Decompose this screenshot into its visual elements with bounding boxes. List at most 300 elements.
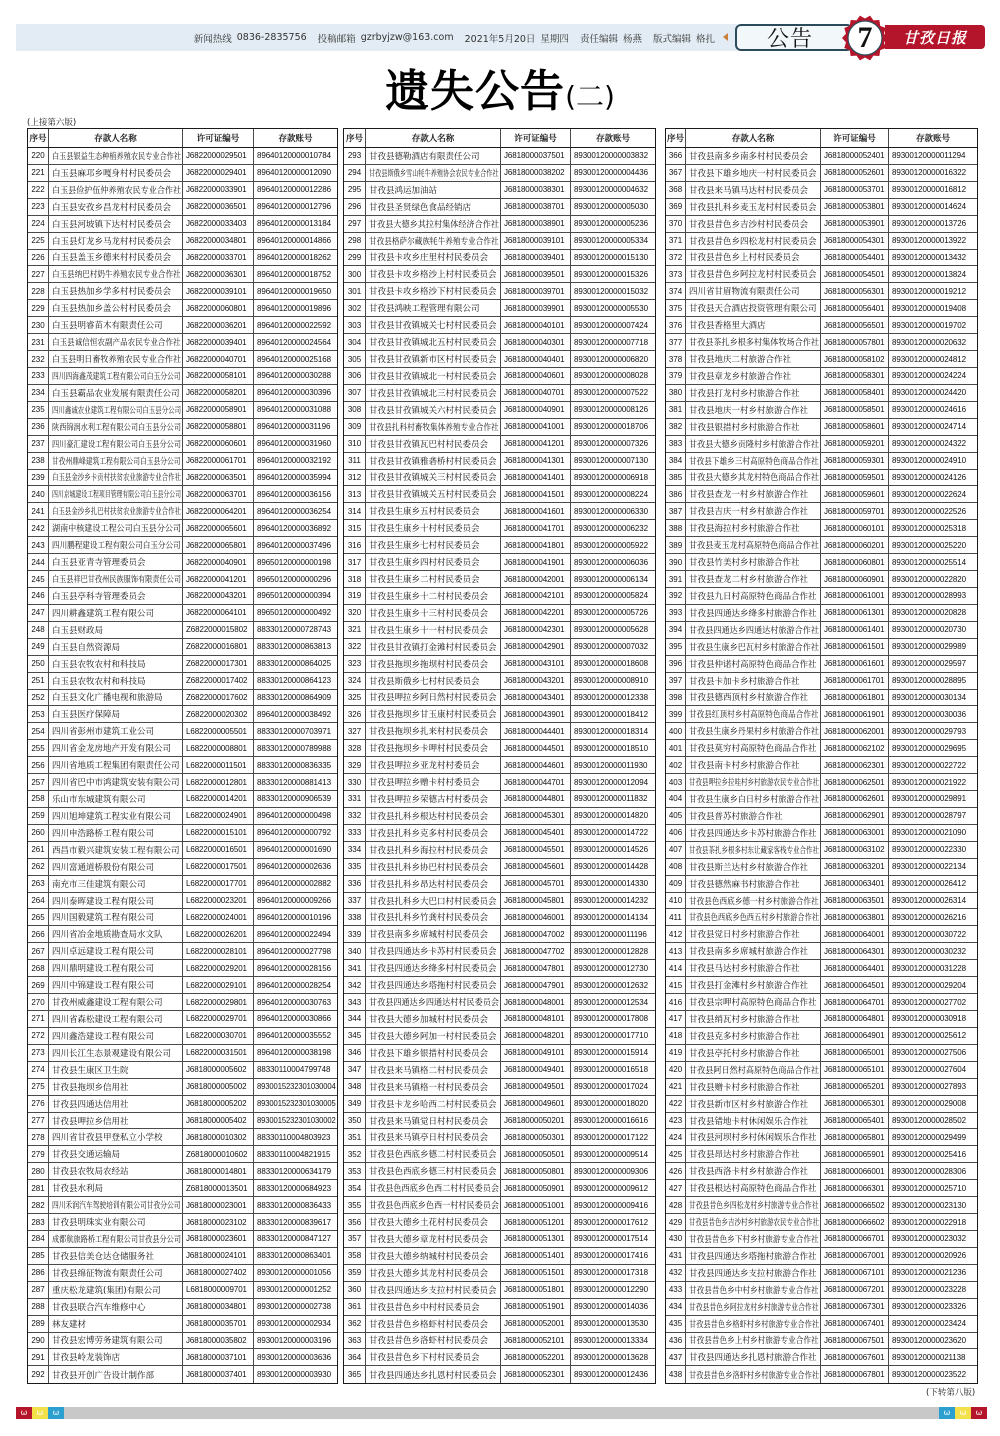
cell-depositor-name — [49, 216, 183, 232]
cell-license-number — [821, 926, 889, 942]
cell-account-number-text: 88330120000864025 — [257, 659, 331, 669]
cell-serial — [666, 317, 686, 333]
cell-license-number-text: J6822000063501 — [186, 472, 247, 482]
cell-depositor-name — [686, 656, 821, 672]
table-row — [344, 453, 655, 470]
cell-serial-text: 315 — [347, 523, 362, 533]
cell-account-number-text: 89300120000029597 — [892, 659, 966, 669]
cell-account-number-text: 89300120000025318 — [892, 523, 966, 533]
cell-license-number-text: J6822000040701 — [186, 354, 247, 364]
cell-license-number — [501, 960, 571, 976]
cell-license-number — [501, 182, 571, 198]
cell-serial — [666, 1282, 686, 1298]
cell-serial — [666, 216, 686, 232]
table-row — [28, 148, 337, 165]
cell-depositor-name-text: 白玉县安孜乡昌龙村村民委员会 — [52, 202, 172, 213]
cell-account-number-text: 89300120000029989 — [892, 642, 966, 652]
cell-depositor-name-text: 甘孜县生康乡白日村乡村旅游合作社 — [689, 794, 820, 805]
cell-license-number — [501, 893, 571, 909]
cell-depositor-name — [49, 977, 183, 993]
cell-serial-text: 274 — [31, 1065, 45, 1075]
cell-license-number — [183, 977, 254, 993]
cell-license-number — [501, 1214, 571, 1230]
cell-serial — [28, 1282, 49, 1298]
cell-depositor-name-text: 甘孜县宗呷村高原特色商品合作社 — [689, 998, 817, 1009]
cell-license-number-text: J6818000045501 — [504, 845, 565, 855]
cell-depositor-name — [686, 1163, 821, 1179]
cell-depositor-name-text: 四川省甘眉物流有限责任公司 — [689, 287, 800, 298]
cell-depositor-name-text: 甘孜县海拉村乡村旅游合作社 — [689, 524, 800, 535]
cell-depositor-name — [366, 1214, 501, 1230]
cell-account-number-text: 89640120000012090 — [257, 168, 331, 178]
cell-depositor-name — [686, 842, 821, 858]
cell-depositor-name-text: 甘孜县来马镇马达村村民委员会 — [689, 185, 809, 196]
cell-license-number-text: Z6822000020302 — [186, 709, 248, 719]
cell-serial-text: 371 — [668, 236, 683, 246]
table-row — [666, 622, 977, 639]
cell-license-number-text: J6818000059201 — [824, 439, 885, 449]
cell-serial-text: 311 — [348, 456, 361, 466]
cell-depositor-name-text: 甘孜州鼎峰建筑工程有限公司白玉县分公司 — [52, 456, 181, 467]
cell-license-number-text: J6818000067301 — [824, 1302, 885, 1312]
table-row — [28, 486, 337, 503]
cell-depositor-name — [366, 656, 501, 672]
cell-account-number-text: 89300120000003930 — [257, 1370, 331, 1380]
cell-serial — [28, 182, 49, 198]
cell-account-number — [571, 368, 655, 384]
cell-serial — [666, 554, 686, 570]
cell-account-number — [889, 334, 977, 350]
table-row — [666, 216, 977, 233]
cell-account-number-text: 89640120000030288 — [257, 371, 331, 381]
cell-license-number-text: J6818000039701 — [504, 286, 565, 296]
header-account-number: 存款账号 — [595, 134, 630, 144]
table-row — [344, 503, 655, 520]
cell-license-number-text: J6818000040701 — [504, 388, 565, 398]
cell-account-number — [571, 825, 655, 841]
cell-serial-text: 346 — [347, 1048, 362, 1058]
cell-account-number-text: 89300120000018510 — [574, 743, 648, 753]
table-row — [28, 808, 337, 825]
cell-depositor-name — [366, 148, 501, 164]
cell-depositor-name-text: 甘孜县甘孜镇城北三村村民委员会 — [369, 388, 497, 399]
cell-depositor-name — [686, 605, 821, 621]
cell-license-number — [501, 622, 571, 638]
cell-account-number — [889, 842, 977, 858]
cell-license-number-text: L6822000011501 — [186, 760, 247, 770]
cell-account-number — [889, 1282, 977, 1298]
cell-serial-text: 318 — [347, 574, 362, 584]
table-row — [666, 1129, 977, 1146]
cell-account-number — [571, 842, 655, 858]
cell-license-number — [821, 334, 889, 350]
table-row — [666, 165, 977, 182]
cell-depositor-name-text: 甘孜县昔色乡中村村民委员会 — [369, 1302, 480, 1313]
cell-license-number-text: J6818000066701 — [824, 1234, 885, 1244]
cell-serial-text: 300 — [347, 269, 362, 279]
cell-license-number — [821, 520, 889, 536]
cell-serial-text: 237 — [31, 439, 45, 449]
cell-license-number — [501, 690, 571, 706]
cell-depositor-name-text: 白玉县热加乡学多村村民委员会 — [52, 287, 172, 298]
cell-license-number-text: J6818000038202 — [504, 168, 565, 178]
cell-serial-text: 354 — [347, 1183, 362, 1193]
cell-license-number — [183, 233, 254, 249]
table-row — [344, 859, 655, 876]
cell-license-number-text: J6818000059501 — [824, 472, 885, 482]
header-license-number: 许可证编号 — [501, 129, 571, 147]
email-label: 投稿邮箱 — [317, 33, 356, 45]
table-row — [666, 1349, 977, 1366]
cell-depositor-name-text: 甘孜县卡攻乡格沙下村村民委员会 — [369, 287, 497, 298]
continued-from-note: (上接第六版) — [27, 118, 77, 128]
cell-account-number-text: 88330120000836433 — [257, 1200, 331, 1210]
cell-serial-text: 245 — [31, 574, 45, 584]
cell-serial-text: 433 — [668, 1285, 683, 1295]
cell-serial-text: 363 — [347, 1335, 362, 1345]
cell-account-number — [254, 859, 337, 875]
continued-to-note: (下转第八版) — [926, 1388, 976, 1398]
header-account-number: 存款账号 — [915, 134, 950, 144]
cell-depositor-name — [366, 199, 501, 215]
cell-depositor-name-text: 甘孜县下雄乡三村高原特色商品合作社 — [689, 456, 819, 467]
cell-account-number — [254, 1316, 337, 1332]
cell-license-number-text: L6822000028101 — [186, 946, 247, 956]
cell-serial-text: 437 — [668, 1352, 683, 1362]
cell-serial — [666, 1096, 686, 1112]
cell-depositor-name — [686, 1299, 821, 1315]
table-row — [344, 182, 655, 199]
cell-account-number-text: 89300120000019212 — [892, 286, 966, 296]
cell-account-number-text: 89300120000017318 — [574, 1268, 648, 1278]
table-row — [28, 1129, 337, 1146]
cell-depositor-name-text: 甘孜县香格里大酒店 — [689, 321, 766, 332]
cell-account-number — [254, 588, 337, 604]
cell-license-number — [183, 1062, 254, 1078]
cell-depositor-name-text: 甘孜县大德乡其拉村集体经济合作社 — [369, 219, 500, 230]
cell-serial-text: 357 — [347, 1234, 362, 1244]
cell-license-number — [821, 588, 889, 604]
cell-depositor-name — [366, 774, 501, 790]
table-row — [344, 165, 655, 182]
cell-account-number-text: 89640120000010196 — [257, 912, 331, 922]
table-row — [344, 740, 655, 757]
cell-account-number — [889, 1163, 977, 1179]
cell-serial-text: 372 — [668, 252, 683, 262]
cell-license-number — [501, 233, 571, 249]
cell-license-number-text: J6822000029401 — [186, 168, 247, 178]
cell-account-number — [889, 774, 977, 790]
cell-serial-text: 414 — [668, 963, 683, 973]
cell-serial-text: 327 — [347, 726, 362, 736]
ornament-icon: ω — [52, 1408, 60, 1417]
cell-serial — [344, 148, 366, 164]
cell-license-number — [183, 486, 254, 502]
cell-depositor-name — [686, 1146, 821, 1162]
cell-license-number-text: J6818000039901 — [504, 303, 565, 313]
cell-depositor-name-text: 甘孜县生康乡十三村村民委员会 — [369, 608, 489, 619]
cell-account-number — [254, 842, 337, 858]
cell-serial-text: 294 — [347, 168, 362, 178]
table-row — [344, 317, 655, 334]
cell-account-number-text: 89300120000028306 — [892, 1166, 966, 1176]
cell-depositor-name — [49, 1333, 183, 1349]
cell-depositor-name-text: 甘孜县大德乡加城村村民委员会 — [369, 1014, 489, 1025]
cell-license-number — [821, 266, 889, 282]
footer-ornament-yellow-left — [32, 1407, 48, 1419]
table-row — [28, 1079, 337, 1096]
cell-depositor-name — [49, 537, 183, 553]
cell-account-number — [254, 503, 337, 519]
table-row — [344, 1163, 655, 1180]
cell-depositor-name — [686, 757, 821, 773]
cell-license-number — [821, 165, 889, 181]
cell-depositor-name-text: 甘孜县色西底乡德二村村民委员会 — [369, 1150, 497, 1161]
cell-depositor-name — [366, 436, 501, 452]
cell-license-number-text: J6818000023601 — [186, 1234, 247, 1244]
cell-license-number-text: J6818000005402 — [186, 1116, 247, 1125]
table-row — [28, 842, 337, 859]
cell-depositor-name-text: 甘孜县呷拉乡荣德古村村委员会 — [369, 794, 489, 805]
cell-account-number — [889, 199, 977, 215]
table-row — [666, 537, 977, 554]
cell-depositor-name-text: 西昌市毅兴建筑安装工程有限公司 — [52, 845, 180, 856]
cell-account-number-text: 89300120000007522 — [574, 388, 648, 398]
cell-depositor-name-text: 甘孜县仲诺村高原特色商品合作社 — [689, 659, 817, 670]
cell-serial-text: 308 — [347, 405, 362, 415]
cell-account-number — [254, 774, 337, 790]
table-row — [666, 960, 977, 977]
cell-license-number-text: J6818000051801 — [504, 1285, 565, 1295]
cell-serial-text: 359 — [347, 1268, 362, 1278]
cell-license-number-text: J6822000065601 — [186, 523, 247, 533]
cell-account-number-text: 88330120000728743 — [257, 625, 331, 635]
cell-license-number — [501, 148, 571, 164]
table-row — [28, 859, 337, 876]
cell-serial — [344, 1333, 366, 1349]
table-row — [28, 977, 337, 994]
cell-serial-text: 376 — [668, 320, 683, 330]
cell-serial-text: 323 — [347, 659, 362, 669]
cell-license-number-text: J6818000039401 — [504, 252, 565, 262]
cell-serial — [344, 859, 366, 875]
ornament-icon: ω — [975, 1408, 983, 1417]
cell-depositor-name-text: 甘孜县甘孜镇城关七村村民委员会 — [369, 321, 497, 332]
cell-account-number — [889, 1333, 977, 1349]
cell-serial — [28, 1096, 49, 1112]
cell-license-number-text: J6818000005202 — [186, 1099, 247, 1109]
cell-depositor-name-text: 甘孜县拖坝乡拖坝村村民委员会 — [369, 659, 489, 670]
cell-depositor-name — [366, 1045, 501, 1061]
cell-depositor-name — [686, 893, 821, 909]
cell-serial — [666, 1045, 686, 1061]
cell-license-number-text: J6818000064701 — [824, 997, 885, 1007]
footer-ornament-red-right — [971, 1407, 987, 1419]
footer-ornament-blue-right — [939, 1407, 955, 1419]
table-row — [344, 1079, 655, 1096]
cell-depositor-name — [49, 1129, 183, 1145]
cell-account-number-text: 89300120000007718 — [574, 337, 648, 347]
cell-license-number — [501, 740, 571, 756]
cell-license-number-text: J6818000042201 — [504, 608, 565, 618]
table-row — [28, 690, 337, 707]
cell-serial-text: 431 — [668, 1251, 683, 1261]
cell-serial-text: 408 — [668, 862, 683, 872]
cell-serial — [344, 1129, 366, 1145]
cell-account-number — [254, 470, 337, 486]
cell-account-number-text: 89300120000003196 — [257, 1335, 331, 1345]
cell-serial — [28, 825, 49, 841]
cell-depositor-name-text: 甘孜县德西顶村乡村旅游合作社 — [689, 693, 809, 704]
footer-ornament-yellow-right — [955, 1407, 971, 1419]
cell-account-number-text: 89640120000002882 — [257, 879, 331, 889]
cell-license-number-text: J6818000052101 — [504, 1335, 565, 1345]
cell-depositor-name — [366, 182, 501, 198]
table-row — [666, 842, 977, 859]
table-row — [28, 1248, 337, 1265]
cell-serial-text: 262 — [31, 862, 45, 872]
cell-depositor-name-text: 甘孜县红顶村乡村高原特色商品合作社 — [689, 710, 819, 721]
cell-license-number — [821, 893, 889, 909]
cell-depositor-name — [366, 1146, 501, 1162]
table-row — [28, 571, 337, 588]
cell-account-number — [254, 233, 337, 249]
cell-account-number — [889, 977, 977, 993]
cell-serial — [28, 1349, 49, 1365]
cell-serial-text: 231 — [31, 337, 45, 347]
cell-depositor-name — [49, 1299, 183, 1315]
cell-serial — [28, 926, 49, 942]
cell-serial — [666, 1163, 686, 1179]
cell-depositor-name-text: 甘孜县西洛卡村乡村旅游合作社 — [689, 1167, 809, 1178]
cell-account-number — [571, 1282, 655, 1298]
cell-account-number — [889, 1214, 977, 1230]
cell-account-number-text: 89300120000017122 — [574, 1132, 648, 1142]
cell-serial — [344, 960, 366, 976]
cell-license-number-text: J6818000038901 — [504, 219, 565, 229]
cell-depositor-name-text: 四川京城建设工程项目管理有限公司白玉县分公司 — [52, 490, 182, 501]
cell-account-number-text: 89300120000027893 — [892, 1082, 966, 1092]
cell-account-number — [571, 639, 655, 655]
cell-account-number-text: 88330120000863401 — [257, 1251, 331, 1261]
cell-depositor-name-text: 甘孜县大德乡纳城村村民委员会 — [369, 1251, 489, 1262]
cell-license-number — [821, 283, 889, 299]
cell-depositor-name — [366, 165, 501, 181]
table-row — [666, 1265, 977, 1282]
cell-depositor-name — [49, 1231, 183, 1247]
cell-serial-text: 280 — [31, 1166, 45, 1176]
cell-depositor-name-text: 甘孜县扎科乡克多村村民委员会 — [369, 828, 489, 839]
cell-depositor-name-text: 甘孜县克多村乡村旅游合作社 — [689, 1031, 800, 1042]
cell-depositor-name-text: 白玉县银益生态种植养殖农民专业合作社 — [52, 151, 181, 162]
page-title — [0, 66, 1000, 117]
table-body — [666, 148, 977, 1383]
cell-serial-text: 406 — [668, 828, 683, 838]
cell-license-number-text: J6822000033403 — [186, 219, 247, 229]
cell-license-number — [501, 520, 571, 536]
cell-depositor-name-text: 甘孜县昔色乡洛虾村村民委员会 — [369, 1336, 489, 1347]
cell-depositor-name — [366, 909, 501, 925]
cell-license-number — [501, 1366, 571, 1383]
cell-account-number — [889, 859, 977, 875]
cell-account-number-text: 89300120000023522 — [892, 1370, 966, 1380]
cell-serial-text: 405 — [668, 811, 683, 821]
cell-serial-text: 309 — [347, 422, 362, 432]
cell-depositor-name — [686, 351, 821, 367]
cell-license-number-text: J6818000049401 — [504, 1065, 565, 1075]
cell-account-number-text: 89300120000017416 — [574, 1251, 648, 1261]
cell-serial — [666, 639, 686, 655]
cell-depositor-name-text: 甘孜县四通达乡四通达村旅游合作社 — [689, 625, 820, 636]
cell-depositor-name — [686, 470, 821, 486]
cell-license-number — [821, 1231, 889, 1247]
cell-serial-text: 278 — [31, 1132, 45, 1142]
cell-serial-text: 254 — [31, 726, 45, 736]
cell-account-number-text: 89640120000035994 — [257, 472, 331, 482]
cell-depositor-name-text: 南充市三佳建筑有限公司 — [52, 879, 146, 890]
cell-license-number-text: J6818000061801 — [824, 692, 885, 702]
cell-serial-text: 393 — [668, 608, 683, 618]
cell-serial-text: 399 — [668, 709, 683, 719]
cell-serial-text: 223 — [31, 202, 45, 212]
table-row — [666, 385, 977, 402]
cell-license-number-text: J6818000060901 — [824, 574, 885, 584]
cell-account-number-text: 89300120000017024 — [574, 1082, 648, 1092]
table-row — [344, 1011, 655, 1028]
cell-depositor-name-text: 甘孜县赠卡村乡村旅游合作社 — [689, 1082, 800, 1093]
cell-serial-text: 397 — [668, 676, 683, 686]
cell-account-number — [571, 791, 655, 807]
cell-license-number — [183, 453, 254, 469]
cell-license-number — [501, 994, 571, 1010]
cell-account-number-text: 89300120000029695 — [892, 743, 966, 753]
cell-license-number-text: J6818000037101 — [186, 1352, 247, 1362]
table-row — [28, 250, 337, 267]
cell-account-number — [571, 1011, 655, 1027]
cell-license-number-text: J6818000063801 — [824, 912, 885, 922]
cell-license-number — [183, 825, 254, 841]
header-depositor-name: 存款人名称 — [686, 129, 821, 147]
cell-serial-text: 344 — [347, 1014, 362, 1024]
cell-serial — [28, 486, 49, 502]
editor-name: 杨燕 — [622, 33, 642, 45]
cell-serial-text: 395 — [668, 642, 683, 652]
cell-account-number — [889, 486, 977, 502]
cell-depositor-name-text: 甘孜县南多乡席城村旅游合作社 — [689, 947, 809, 958]
table-row — [28, 1113, 337, 1130]
cell-account-number-text: 89300120000011832 — [574, 794, 648, 804]
cell-serial — [28, 1333, 49, 1349]
cell-license-number — [501, 503, 571, 519]
cell-account-number-text: 89640120000018752 — [257, 269, 331, 279]
cell-depositor-name-text: 甘孜县德然麻书村旅游合作社 — [689, 879, 800, 890]
table-row — [28, 385, 337, 402]
cell-account-number — [254, 656, 337, 672]
cell-depositor-name — [366, 1197, 501, 1213]
cell-license-number-text: J6818000044801 — [504, 794, 565, 804]
cell-account-number-text: 89640120000030763 — [257, 997, 331, 1007]
cell-account-number-text: 89640120000028156 — [257, 963, 331, 973]
cell-license-number-text: J6818000066001 — [824, 1166, 885, 1176]
cell-account-number — [889, 1248, 977, 1264]
cell-account-number — [571, 148, 655, 164]
cell-account-number — [254, 1349, 337, 1365]
cell-account-number — [889, 165, 977, 181]
cell-account-number-text: 88330110004799748 — [257, 1065, 331, 1075]
cell-serial-text: 288 — [31, 1302, 45, 1312]
table-row — [344, 1028, 655, 1045]
cell-license-number-text: J6818000062901 — [824, 811, 885, 821]
